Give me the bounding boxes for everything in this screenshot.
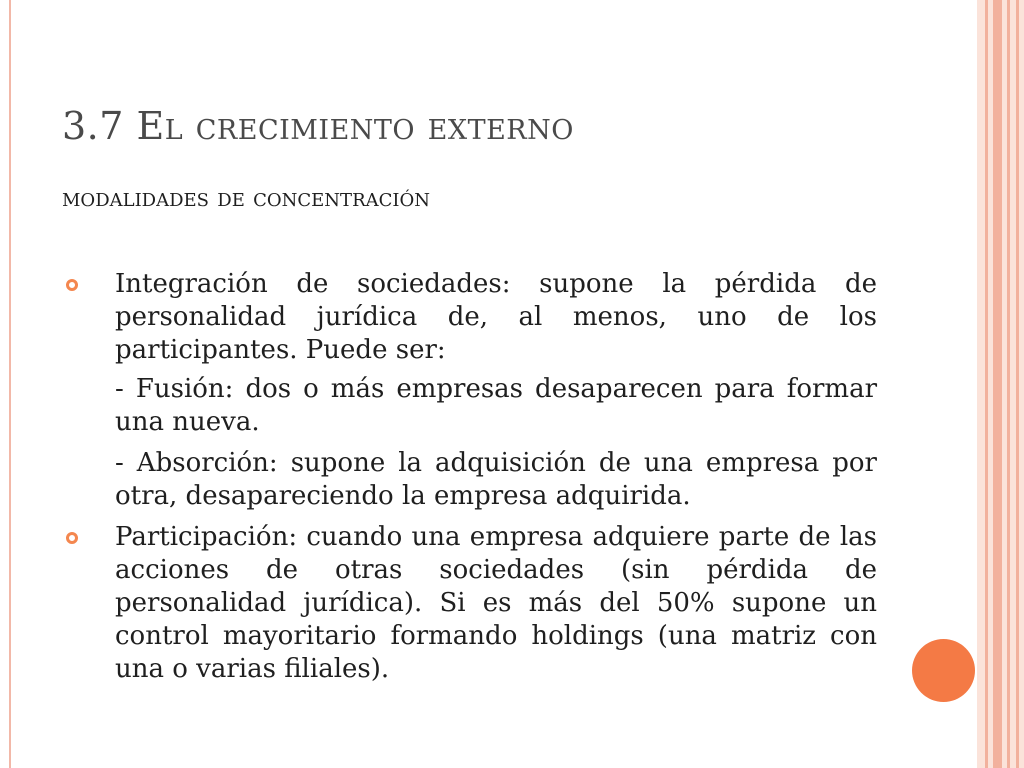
decorative-stripe [993,0,1002,768]
bullet-text: Integración de sociedades: supone la pérdida de personalidad jurídica de, al menos, uno de los participantes. Puede ser: [115,269,877,365]
sub-item: - Absorción: supone la adquisición de una empresa por otra, desapareciendo la empresa adquirida. [115,448,877,511]
slide-left-border [9,0,11,768]
bullet-marker-icon [66,279,78,291]
sub-item: - Fusión: dos o más empresas desaparecen para formar una nueva. [115,374,877,437]
bullet-marker-icon [66,532,78,544]
bullet-item [62,268,877,367]
decorative-stripe [1016,0,1019,768]
slide-subtitle: modalidades de concentración [62,183,431,213]
decorative-stripe [1007,0,1010,768]
decorative-stripe [985,0,988,768]
bullet-text: Participación: cuando una empresa adquiere parte de las acciones de otras sociedades (sin pérdida de personalidad jurídica). Si es más del 50% supone un control mayoritario formando holdings (una matriz con una o varias filiales). [115,522,877,684]
bullet-item [62,521,877,686]
slide-title: 3.7 El crecimiento externo [62,104,574,148]
slide-content [62,268,877,692]
decorative-circle [912,639,975,702]
